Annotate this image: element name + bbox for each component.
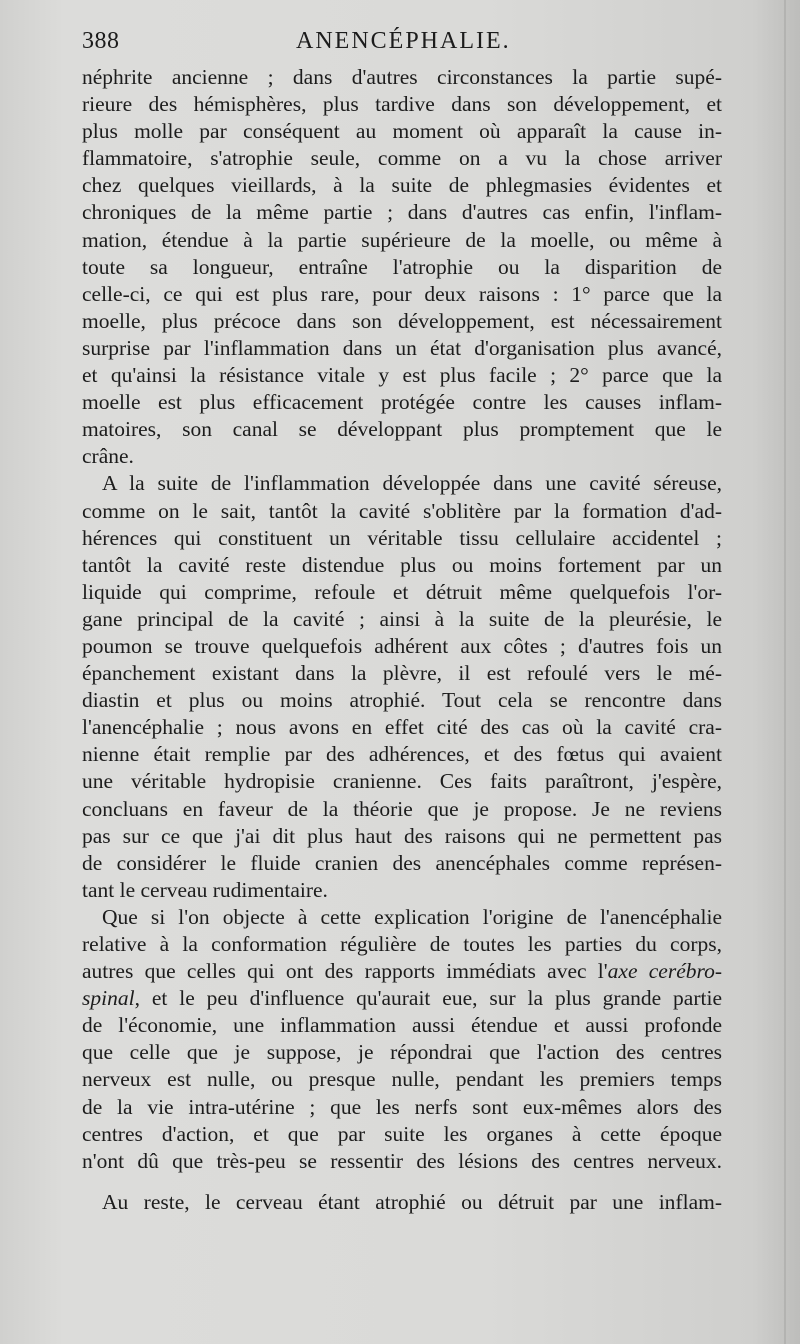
body-text: [82, 64, 722, 1175]
text-line-6: chroniques de la même partie ; dans d'autres cas enfin, l'inflam-: [82, 200, 722, 225]
italic-term-spinal: spinal: [82, 986, 135, 1011]
italic-term-axe: axe cerébro-: [607, 959, 722, 984]
text-line-12: et qu'ainsi la résistance vitale y est plus facile ; 2° parce que la: [82, 363, 722, 388]
last-line: Au reste, le cerveau étant atrophié ou détruit par une inflam-: [102, 1190, 722, 1214]
page-header: [82, 26, 722, 62]
text-line-26: nienne était remplie par des adhérences, et des fœtus qui avaient: [82, 742, 722, 767]
text-line-4: flammatoire, s'atrophie seule, comme on a vu la chose arriver: [82, 146, 722, 171]
text-line-40: centres d'action, et que par suite les organes à cette époque: [82, 1121, 722, 1146]
text-line-21: gane principal de la cavité ; ainsi à la suite de la pleurésie, le: [82, 606, 722, 631]
text-line-9: celle-ci, ce qui est plus rare, pour deux raisons : 1° parce que la: [82, 281, 722, 306]
text-line-39: de la vie intra-utérine ; que les nerfs sont eux-mêmes alors des: [82, 1094, 722, 1119]
text-line-25: l'anencéphalie ; nous avons en effet cité des cas où la cavité cra-: [82, 715, 722, 740]
text-line-2: rieure des hémisphères, plus tardive dans son développement, et: [82, 92, 722, 117]
text-line-14: matoires, son canal se développant plus promptement que le: [82, 417, 722, 442]
text-line-30: de considérer le fluide cranien des anencéphales comme représen-: [82, 850, 722, 875]
text-line-1: néphrite ancienne ; dans d'autres circonstances la partie supé-: [82, 65, 722, 89]
text-line-17: comme on le sait, tantôt la cavité s'oblitère par la formation d'ad-: [82, 498, 722, 523]
page-edge-shadow: [784, 0, 786, 1344]
running-title: ANENCÉPHALIE.: [296, 28, 511, 54]
text-line-24: diastin et plus ou moins atrophié. Tout cela se rencontre dans: [82, 688, 722, 713]
text-line-35: [82, 985, 722, 1012]
text-line-28: concluans en faveur de la théorie que je propose. Je ne reviens: [82, 796, 722, 821]
text-line-35-roman: , et le peu d'influence qu'aurait eue, sur la plus grande partie: [134, 986, 722, 1011]
text-line-19: tantôt la cavité reste distendue plus ou moins fortement par un: [82, 552, 722, 577]
text-line-33: relative à la conformation régulière de toutes les parties du corps,: [82, 932, 722, 956]
text-line-34: [82, 958, 722, 985]
text-line-23: épanchement existant dans la plèvre, il est refoulé vers le mé-: [82, 661, 722, 686]
text-line-16: A la suite de l'inflammation développée dans une cavité séreuse,: [102, 471, 722, 496]
text-line-22: poumon se trouve quelquefois adhérent aux côtes ; d'autres fois un: [82, 633, 722, 658]
text-line-8: toute sa longueur, entraîne l'atrophie ou la disparition de: [82, 254, 722, 279]
text-line-5: chez quelques vieillards, à la suite de phlegmasies évidentes et: [82, 173, 722, 198]
text-line-41: n'ont dû que très-peu se ressentir des lésions des centres nerveux.: [82, 1148, 722, 1173]
text-line-18: hérences qui constituent un véritable tissu cellulaire accidentel ;: [82, 525, 722, 550]
page-number: 388: [82, 28, 120, 54]
text-line-36: de l'économie, une inflammation aussi étendue et aussi profonde: [82, 1013, 722, 1038]
text-line-13: moelle est plus efficacement protégée contre les causes inflam-: [82, 390, 722, 415]
text-line-20: liquide qui comprime, refoule et détruit même quelquefois l'or-: [82, 579, 722, 604]
text-line-32: Que si l'on objecte à cette explication l'origine de l'anencéphalie: [102, 904, 722, 929]
text-line-3: plus molle par conséquent au moment où apparaît la cause in-: [82, 119, 722, 144]
text-line-29: pas sur ce que j'ai dit plus haut des raisons qui ne permettent pas: [82, 823, 722, 848]
text-line-7: mation, étendue à la partie supérieure de la moelle, ou même à: [82, 227, 722, 252]
text-line-37: que celle que je suppose, je répondrai que l'action des centres: [82, 1040, 722, 1065]
text-line-10: moelle, plus précoce dans son développement, est nécessairement: [82, 308, 722, 333]
text-line-38: nerveux est nulle, ou presque nulle, pendant les premiers temps: [82, 1067, 722, 1092]
text-line-15: crâne.: [82, 444, 134, 469]
text-line-11: surprise par l'inflammation dans un état d'organisation plus avancé,: [82, 335, 722, 360]
text-line-27: une véritable hydropisie cranienne. Ces faits paraîtront, j'espère,: [82, 769, 722, 794]
text-line-31: tant le cerveau rudimentaire.: [82, 877, 328, 902]
text-line-34-roman: autres que celles qui ont des rapports immédiats avec l': [82, 959, 608, 984]
